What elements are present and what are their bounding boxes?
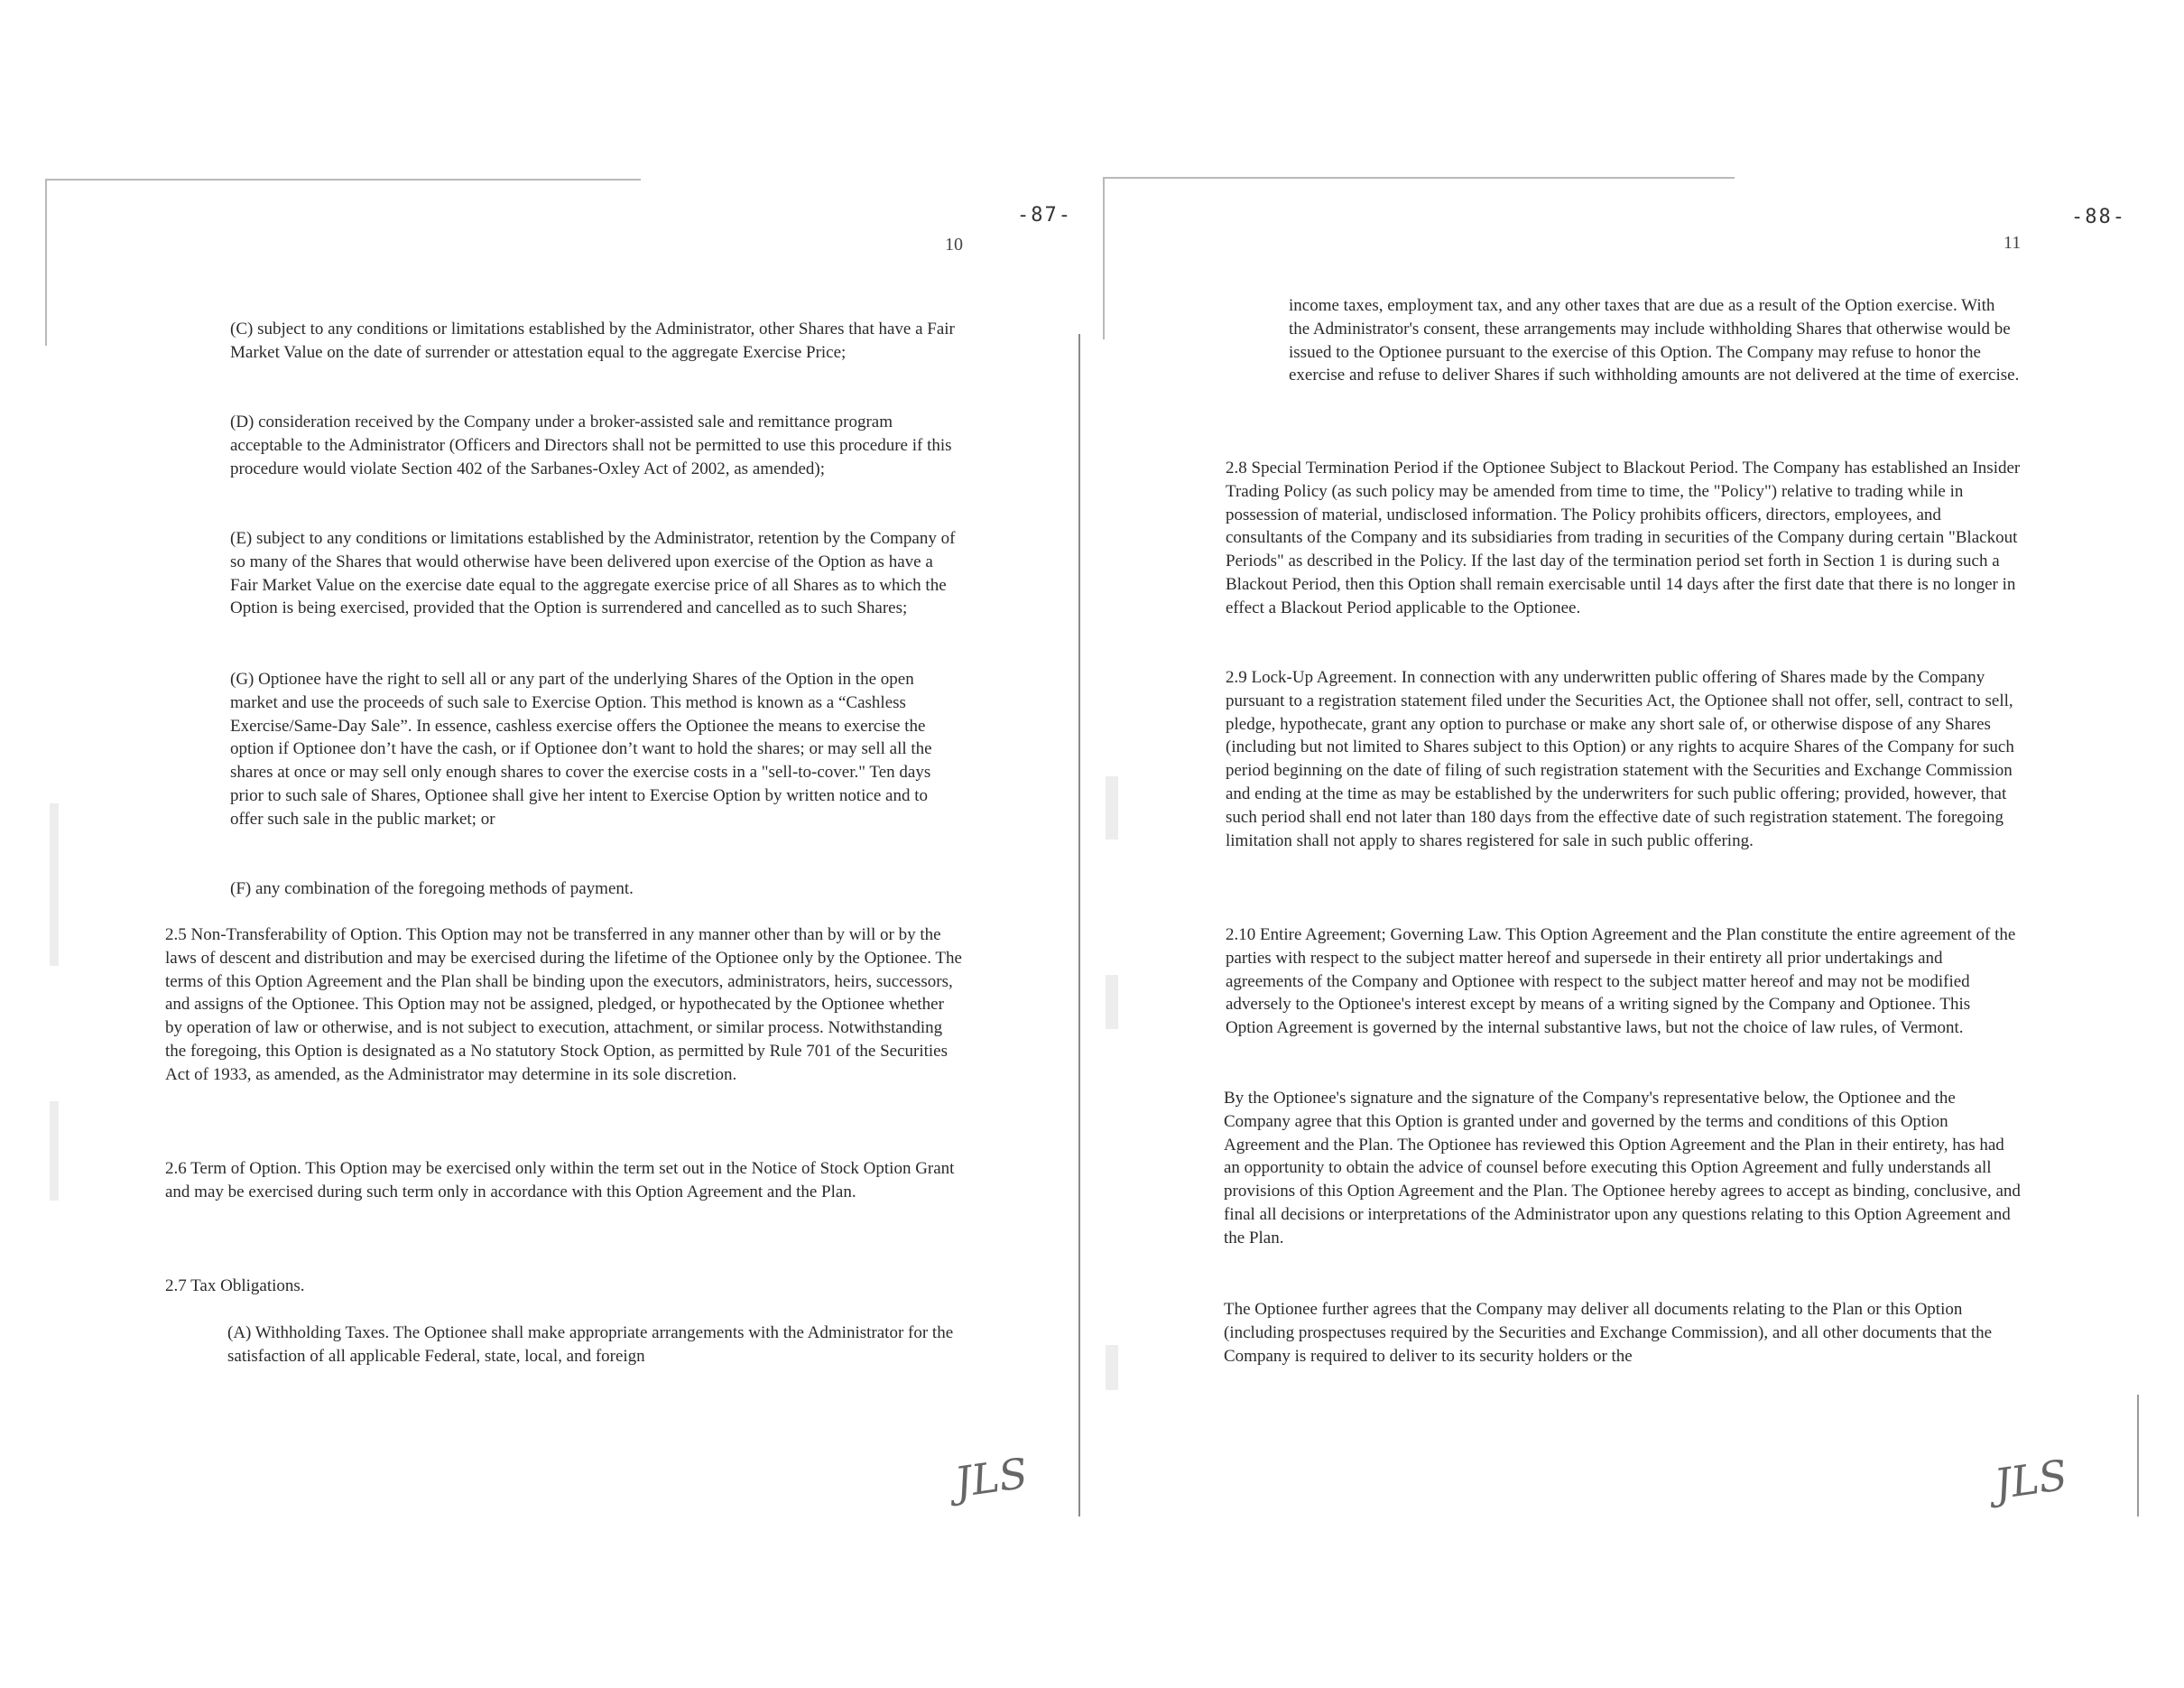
right-page-right-edge xyxy=(2137,1395,2139,1516)
right-section-2-9: 2.9 Lock-Up Agreement. In connection with any underwritten public offering of Shares made by the Company pursuant to a registration statement filed under the Securities Act, the Optionee shall not offer, sell, contract to sell, pledge, hypothecate, grant any option to purchase or make any short sale of, or otherwise dispose of any Shares (including but not limited to Shares subject to this Option) or any rights to acquire Shares of the Company for such period beginning on the date of filing of such registration statement with the Securities and Exchange Commission and ending at the time as may be established by the underwriters for such public offering; provided, however, that such period shall end not later than 180 days from the effective date of such registration statement. The foregoing limitation shall not apply to shares registered for sale in such public offering. xyxy=(1226,668,2014,850)
right-paragraph-tax-continued: income taxes, employment tax, and any other taxes that are due as a result of the Option exercise. With the Administrator's consent, these arrangements may include withholding Shares that otherwise would be issued to the Optionee pursuant to the exercise of this Option. The Company may refuse to honor the exercise and refuse to deliver Shares if such withholding amounts are not delivered at the time of exercise. xyxy=(1289,296,2020,385)
right-section-2-8: 2.8 Special Termination Period if the Optionee Subject to Blackout Period. The Company has established an Insider Trading Policy (as such policy may be amended from time to time, the "Policy") relative to trading while in possession of material, undisclosed information. The Policy prohibits officers, directors, employees, and consultants of the Company and its subsidiaries from trading in securities of the Company during certain "Blackout Periods" as described in the Policy. If the last day of the termination period set forth in Section 1 is during such a Blackout Period, then this Option shall remain exercisable until 14 days after the first date that there is no longer in effect a Blackout Period applicable to the Optionee. xyxy=(1226,459,2021,617)
left-bleed-mark xyxy=(50,803,59,966)
left-bleed-mark xyxy=(50,1101,59,1201)
right-initials-signature: JLS xyxy=(1991,1450,2070,1509)
left-section-2-5: 2.5 Non-Transferability of Option. This Option may not be transferred in any manner other than by will or by the laws of descent and distribution and may be exercised during the lifetime of the Optionee only by the Optionee. The terms of this Option Agreement and the Plan shall be binding upon the executors, administrators, heirs, successors, and assigns of the Optionee. This Option may not be assigned, pledged, or hypothecated by the Optionee whether by operation of law or otherwise, and is not subject to execution, attachment, or similar process. Notwithstanding the foregoing, this Option is designated as a No statutory Stock Option, as permitted by Rule 701 of the Securities Act of 1933, as amended, as the Administrator may determine in its sole discretion. xyxy=(165,925,962,1084)
page-divider xyxy=(1078,334,1080,1516)
left-page-number: 10 xyxy=(945,235,963,255)
center-bleed-mark xyxy=(1106,1345,1118,1390)
right-section-2-10: 2.10 Entire Agreement; Governing Law. This Option Agreement and the Plan constitute the entire agreement of the parties with respect to the subject matter hereof and supersede in their entirety all prior undertakings and agreements of the Company and Optionee with respect to the subject matter hereof and may not be modified adversely to the Optionee's interest except by means of a writing signed by the Company and Optionee. This Option Agreement is governed by the internal substantive laws, but not the choice of law rules, of Vermont. xyxy=(1226,925,2016,1038)
left-page-label: -87- xyxy=(1017,204,1072,227)
right-page-label: -88- xyxy=(2071,206,2126,228)
right-page-top-edge xyxy=(1103,177,1735,179)
right-page-number: 11 xyxy=(2004,233,2022,253)
left-page-left-edge xyxy=(45,179,47,346)
left-paragraph-a: (A) Withholding Taxes. The Optionee shall make appropriate arrangements with the Administrator for the satisfaction of all applicable Federal, state, local, and foreign xyxy=(227,1323,954,1366)
right-paragraph-signature-terms: By the Optionee's signature and the signature of the Company's representative below, the Optionee and the Company agree that this Option is granted under and governed by the terms and conditions of this Option Agreement and the Plan. The Optionee has reviewed this Option Agreement and the Plan in their entirety, has had an opportunity to obtain the advice of counsel before executing this Option Agreement and fully understands all provisions of this Option Agreement and the Plan. The Optionee hereby agrees to accept as binding, conclusive, and final all decisions or interpretations of the Administrator upon any questions relating to this Option Agreement and the Plan. xyxy=(1224,1089,2021,1247)
left-page-top-edge xyxy=(45,179,641,181)
left-initials-signature: JLS xyxy=(951,1448,1031,1507)
center-bleed-mark xyxy=(1106,776,1118,839)
left-paragraph-e: (E) subject to any conditions or limitations established by the Administrator, retention by the Company of so many of the Shares that would otherwise have been delivered upon exercise of the Option as have a Fair Market Value on the exercise date equal to the aggregate exercise price of all Shares as to which the Option is being exercised, provided that the Option is surrendered and cancelled as to such Shares; xyxy=(230,529,956,618)
center-bleed-mark xyxy=(1106,975,1118,1029)
left-paragraph-d: (D) consideration received by the Company under a broker-assisted sale and remittance program acceptable to the Administrator (Officers and Directors shall not be permitted to use this procedure if this procedure would violate Section 402 of the Sarbanes-Oxley Act of 2002, as amended); xyxy=(230,413,952,478)
left-section-2-6: 2.6 Term of Option. This Option may be exercised only within the term set out in the Notice of Stock Option Grant and may be exercised during such term only in accordance with this Option Agreement and the Plan. xyxy=(165,1159,955,1201)
right-paragraph-documents: The Optionee further agrees that the Company may deliver all documents relating to the Plan or this Option (including prospectuses required by the Securities and Exchange Commission), and all other documents that the Company is required to deliver to its security holders or the xyxy=(1224,1300,1993,1366)
left-paragraph-g: (G) Optionee have the right to sell all or any part of the underlying Shares of the Option in the open market and use the proceeds of such sale to Exercise Option. This method is known as a “Cashless Exercise/Same-Day Sale”. In essence, cashless exercise offers the Optionee the means to exercise the option if Optionee don’t have the cash, or if Optionee don’t want to hold the shares; or may sell all the shares at once or may sell only enough shares to cover the exercise costs in a "sell-to-cover." Ten days prior to such sale of Shares, Optionee shall give her intent to Exercise Option by written notice and to offer such sale in the public market; or xyxy=(230,670,932,829)
right-page-left-edge xyxy=(1103,177,1105,339)
left-paragraph-c: (C) subject to any conditions or limitations established by the Administrator, other Shares that have a Fair Market Value on the date of surrender or attestation equal to the aggregate Exercise Price; xyxy=(230,320,955,362)
left-section-2-7: 2.7 Tax Obligations. xyxy=(165,1276,305,1295)
left-paragraph-f: (F) any combination of the foregoing methods of payment. xyxy=(230,879,634,898)
